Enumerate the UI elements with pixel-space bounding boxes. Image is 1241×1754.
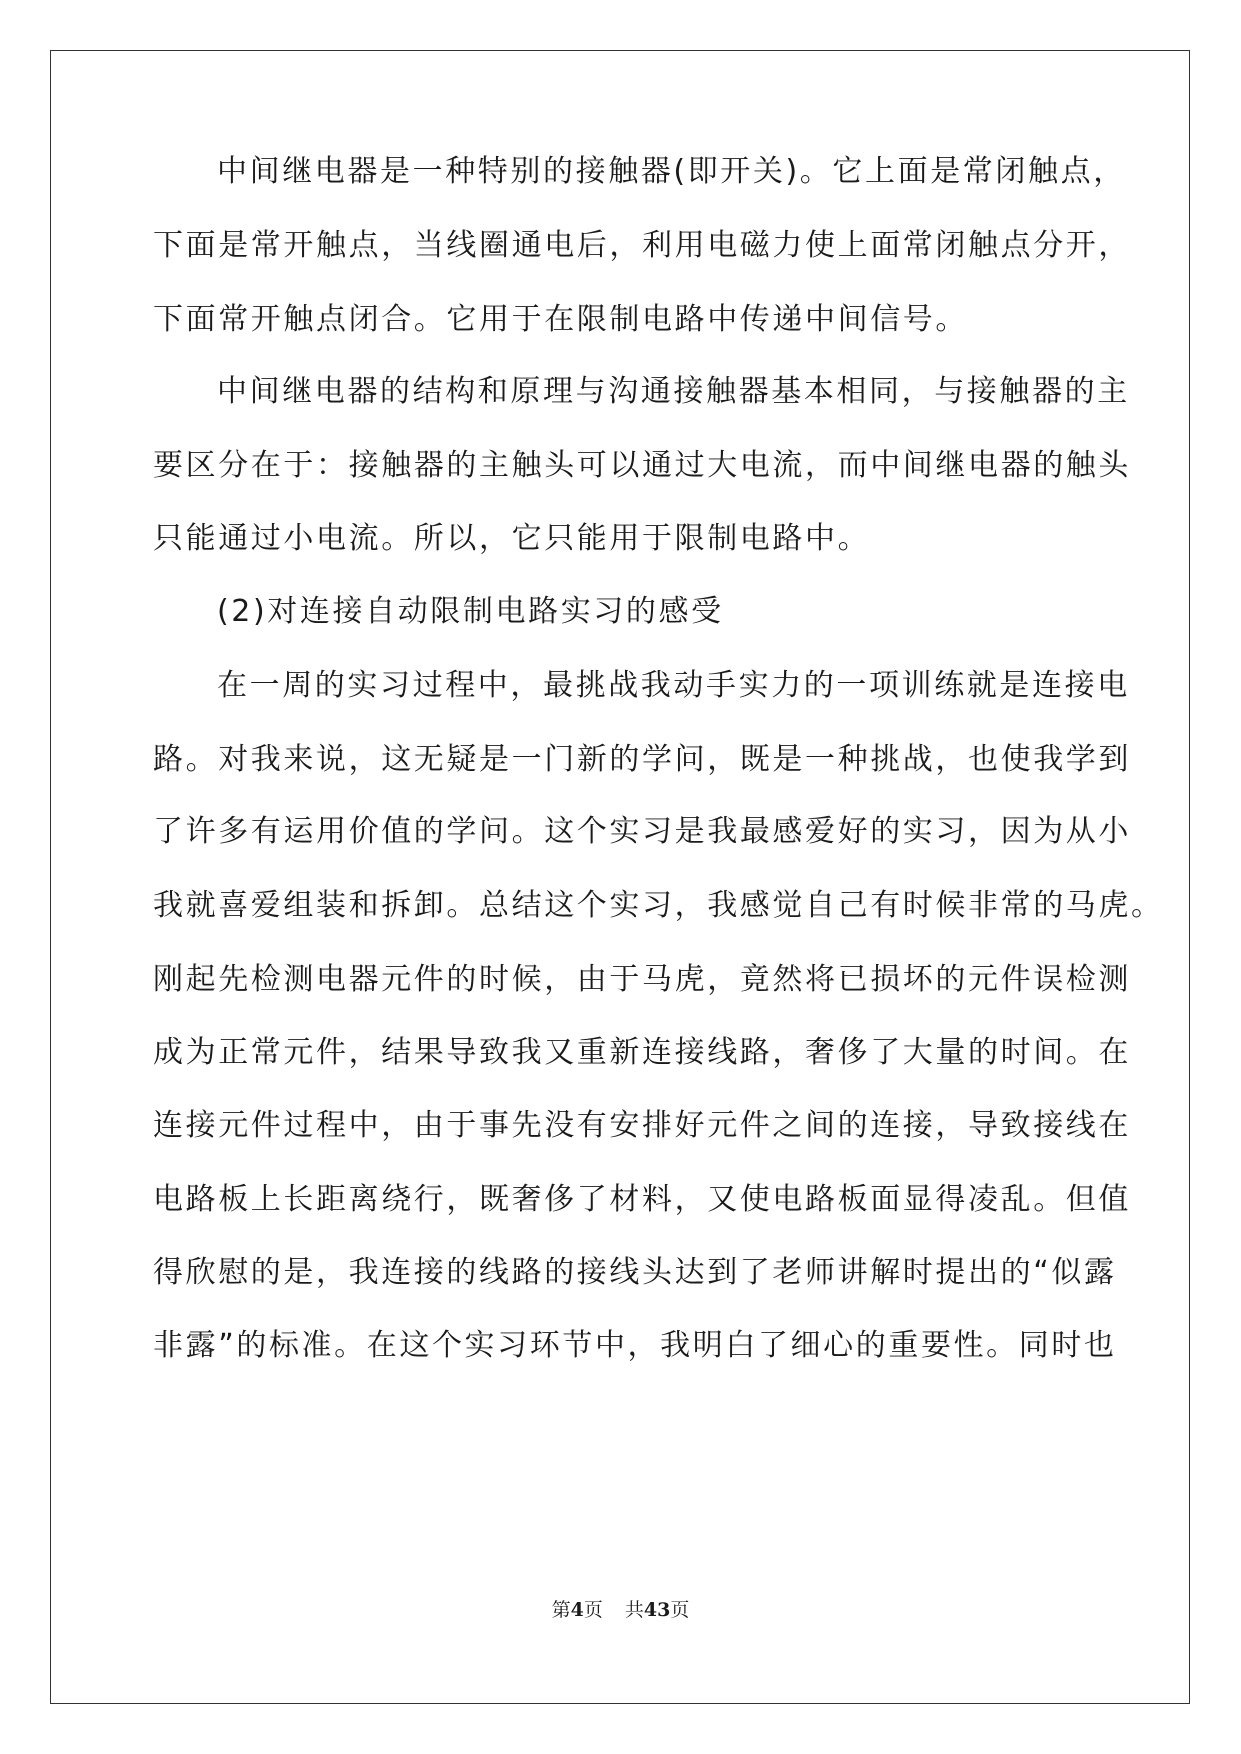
page-number: 4 [570, 1599, 584, 1621]
text-line: 要区分在于：接触器的主触头可以通过大电流，而中间继电器的触头 [153, 448, 1131, 483]
text-line: 下面常开触点闭合。它用于在限制电路中传递中间信号。 [153, 302, 968, 337]
total-suffix: 页 [670, 1599, 690, 1621]
text-line: 电路板上长距离绕行，既奢侈了材料，又使电路板面显得凌乱。但值 [153, 1182, 1131, 1217]
text-line: 在一周的实习过程中，最挑战我动手实力的一项训练就是连接电 [217, 668, 1130, 703]
total-pages: 43 [643, 1599, 671, 1621]
text-line: 路。对我来说，这无疑是一门新的学问，既是一种挑战，也使我学到 [153, 742, 1131, 777]
text-line: 了许多有运用价值的学问。这个实习是我最感爱好的实习，因为从小 [153, 814, 1131, 849]
text-line: 连接元件过程中，由于事先没有安排好元件之间的连接，导致接线在 [153, 1108, 1131, 1143]
page-prefix: 第 [551, 1599, 571, 1621]
text-line: 中间继电器的结构和原理与沟通接触器基本相同，与接触器的主 [217, 374, 1130, 409]
total-prefix: 共 [624, 1599, 644, 1621]
page-suffix: 页 [583, 1599, 603, 1621]
section-heading: (2)对连接自动限制电路实习的感受 [217, 594, 724, 629]
text-line: 非露”的标准。在这个实习环节中，我明白了细心的重要性。同时也 [153, 1328, 1117, 1363]
text-line: 刚起先检测电器元件的时候，由于马虎，竟然将已损坏的元件误检测 [153, 962, 1131, 997]
page-footer [0, 1598, 1241, 1622]
text-line: 下面是常开触点，当线圈通电后，利用电磁力使上面常闭触点分开， [153, 228, 1131, 263]
text-line: 得欣慰的是，我连接的线路的接线头达到了老师讲解时提出的“似露 [153, 1255, 1117, 1290]
text-line: 成为正常元件，结果导致我又重新连接线路，奢侈了大量的时间。在 [153, 1035, 1131, 1070]
page-border [50, 50, 1190, 1704]
text-line: 中间继电器是一种特别的接触器(即开关)。它上面是常闭触点， [217, 154, 1126, 189]
text-line: 只能通过小电流。所以，它只能用于限制电路中。 [153, 521, 871, 556]
text-line: 我就喜爱组装和拆卸。总结这个实习，我感觉自己有时候非常的马虎。 [153, 888, 1164, 923]
